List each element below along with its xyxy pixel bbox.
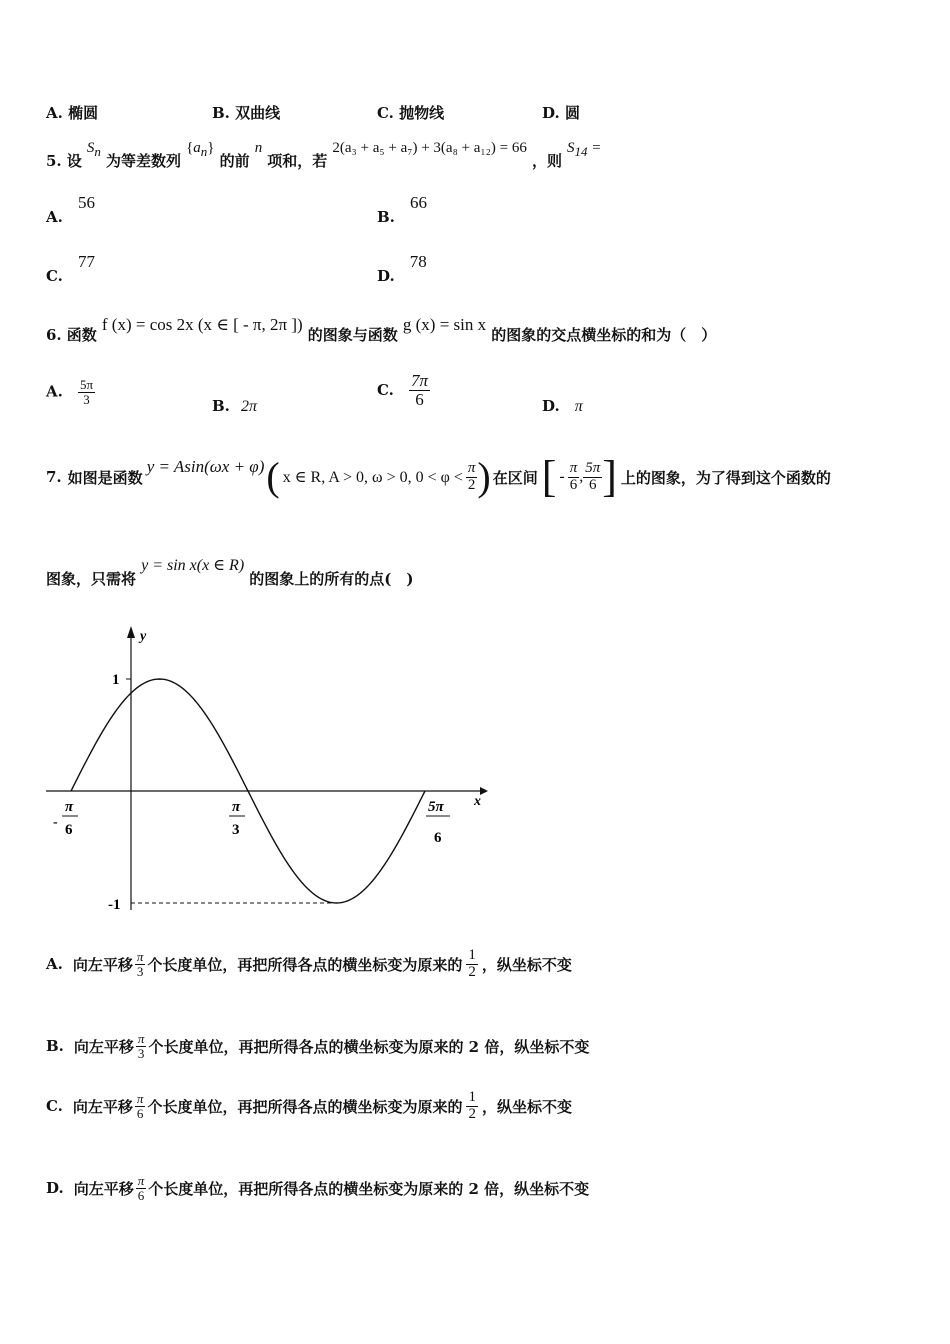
q7-option-d-pre: 向左平移: [73, 1179, 134, 1198]
x-tick-neg-pi-6-num: π: [65, 799, 74, 815]
q6-option-d-value: π: [574, 398, 583, 415]
q5-option-b-value: 66: [410, 193, 427, 212]
q4-option-c-letter: C.: [377, 104, 394, 122]
q4-option-a-letter: A.: [46, 104, 63, 122]
q7-option-b-shift: $\frac{\pi}{3}$: [137, 1031, 145, 1061]
q7-option-a[interactable]: [46, 948, 572, 981]
x-tick-5pi-6-den: 6: [434, 830, 442, 846]
q5-text-3: 的前: [219, 152, 250, 170]
q7-text-4: 图象，只需将: [46, 570, 137, 588]
x-tick-neg-pi-6: [53, 799, 78, 838]
q5-option-b-letter: B.: [377, 208, 395, 226]
q4-option-d-letter: D.: [542, 104, 560, 122]
q6-option-c-letter: C.: [377, 380, 394, 399]
x-tick-neg-pi-6-sign: -: [53, 815, 58, 830]
q6-stem: [46, 314, 717, 344]
q6-option-b-value: 2π: [241, 398, 258, 415]
q7-option-c-letter: C.: [46, 1097, 63, 1116]
y-tick-1: 1: [112, 672, 120, 688]
q6-option-b-letter: B.: [212, 397, 230, 415]
q4-option-d[interactable]: [542, 102, 580, 123]
q6-f-expr: f (x) = cos 2x (x ∈ [ - π, 2π ]): [101, 315, 303, 334]
q7-option-a-post: ，纵坐标不变: [481, 955, 572, 974]
q7-option-c-shift: $\frac{\pi}{6}$: [136, 1091, 144, 1121]
q5-option-c[interactable]: [46, 252, 95, 285]
q5-option-d-value: 78: [409, 252, 427, 271]
x-tick-5pi-6: [426, 799, 450, 846]
q7-option-a-pre: 向左平移: [72, 955, 133, 974]
q7-text-5: 的图象上的所有的点( ): [249, 570, 414, 588]
q7-base-func: y = sin x(x ∈ R): [141, 557, 245, 574]
q5-option-d-letter: D.: [377, 267, 395, 285]
q5-text-4: 项和，若: [267, 152, 328, 170]
q6-option-b[interactable]: [212, 396, 257, 416]
q7-option-b-mid: 个长度单位，再把所得各点的横坐标变为原来的 2 倍，纵坐标不变: [148, 1037, 590, 1056]
q7-option-c[interactable]: [46, 1090, 572, 1123]
x-tick-pi-3-den: 3: [232, 822, 240, 838]
y-axis-arrow-icon: [127, 626, 135, 638]
q5-text-2: 为等差数列: [105, 152, 181, 170]
q5-option-d[interactable]: [377, 252, 427, 285]
q6-text-3: 的图象的交点横坐标的和为（ ）: [491, 326, 717, 344]
q6-option-c[interactable]: [377, 372, 430, 409]
q4-option-c-text: 抛物线: [399, 104, 445, 122]
x-tick-pi-3-num: π: [232, 799, 241, 815]
x-tick-neg-pi-6-den: 6: [65, 822, 73, 838]
q7-option-c-scale: $\frac{1}{2}$: [468, 1089, 476, 1122]
q6-option-a[interactable]: [46, 378, 95, 406]
q7-option-d-mid: 个长度单位，再把所得各点的横坐标变为原来的 2 倍，纵坐标不变: [148, 1179, 590, 1198]
x-axis-arrow-icon: [480, 787, 488, 795]
q7-option-b[interactable]: [46, 1032, 589, 1060]
q4-option-a-text: 椭圆: [68, 104, 99, 122]
q6-number: 6.: [46, 326, 62, 344]
q7-option-a-shift: $\frac{\pi}{3}$: [136, 949, 144, 979]
q5-option-a[interactable]: [46, 193, 95, 226]
q6-option-d-letter: D.: [542, 397, 560, 415]
q4-option-c[interactable]: [377, 102, 444, 123]
q4-option-a[interactable]: [46, 102, 98, 123]
q7-option-a-letter: A.: [46, 955, 63, 974]
x-axis-label: x: [474, 794, 481, 809]
q5-condition: 2(a₃ + a₅ + a₇) + 3(a₈ + a₁₂) = 66: [332, 140, 527, 156]
q5-sn: $S_n$: [86, 140, 101, 159]
q7-text-2: 在区间: [492, 468, 538, 487]
q5-an: $\{a_n\}$: [186, 140, 215, 159]
q7-graph: [40, 620, 500, 930]
q5-s14: $S_{14}$ =: [567, 140, 602, 159]
q7-option-d[interactable]: [46, 1174, 589, 1202]
q6-option-c-fraction: $\frac{7\pi}{6}$: [411, 371, 429, 409]
q7-option-d-shift: $\frac{\pi}{6}$: [137, 1173, 145, 1203]
q7-stem-line-1: [46, 452, 831, 501]
y-tick-neg1: -1: [108, 897, 121, 913]
q7-option-c-mid: 个长度单位，再把所得各点的横坐标变为原来的: [147, 1097, 463, 1116]
q6-option-d[interactable]: [542, 396, 583, 416]
q7-option-b-letter: B.: [46, 1037, 64, 1056]
q5-option-a-letter: A.: [46, 208, 63, 226]
q6-text-1: 函数: [66, 326, 97, 344]
q7-func: y = Asin(ωx + φ): [146, 457, 265, 476]
q5-option-a-value: 56: [77, 193, 95, 212]
q4-option-b[interactable]: [212, 102, 280, 123]
q7-option-c-post: ，纵坐标不变: [481, 1097, 572, 1116]
q6-option-a-letter: A.: [46, 382, 63, 401]
y-axis-label: y: [140, 629, 147, 644]
q6-g-expr: g (x) = sin x: [402, 315, 487, 334]
q7-option-b-pre: 向左平移: [73, 1037, 134, 1056]
q7-stem-line-2: [46, 554, 414, 588]
q5-number: 5.: [46, 152, 62, 170]
q6-text-2: 的图象与函数: [307, 326, 398, 344]
q7-option-a-mid: 个长度单位，再把所得各点的横坐标变为原来的: [147, 955, 463, 974]
q5-text-1: 设: [66, 152, 82, 170]
q4-option-b-text: 双曲线: [235, 104, 281, 122]
x-tick-5pi-6-num: 5π: [428, 799, 444, 815]
q5-option-b[interactable]: [377, 193, 427, 226]
q4-option-d-text: 圆: [564, 104, 580, 122]
q4-option-b-letter: B.: [212, 104, 230, 122]
q7-number: 7.: [46, 468, 62, 486]
q5-option-c-value: 77: [78, 252, 95, 271]
q5-text-5: ，则: [531, 152, 562, 170]
q5-stem: [46, 136, 601, 168]
q7-option-d-letter: D.: [46, 1179, 64, 1198]
q6-option-a-fraction: $\frac{5\pi}{3}$: [79, 377, 94, 407]
q7-text-3: 上的图象，为了得到这个函数的: [620, 468, 831, 487]
q7-condition: ( x ∈ R, A > 0, ω > 0, 0 < φ < $\frac{\pi}{2}$ ): [266, 454, 491, 499]
q7-interval: [ - $\frac{\pi}{6}$ , $\frac{5\pi}{6}$ ]: [541, 452, 617, 501]
q7-option-a-scale: $\frac{1}{2}$: [468, 947, 476, 980]
q5-option-c-letter: C.: [46, 267, 63, 285]
q7-option-c-pre: 向左平移: [72, 1097, 133, 1116]
x-tick-pi-3: [229, 799, 245, 838]
q5-n-var: n: [254, 140, 263, 156]
q7-text-1: 如图是函数: [67, 468, 143, 487]
